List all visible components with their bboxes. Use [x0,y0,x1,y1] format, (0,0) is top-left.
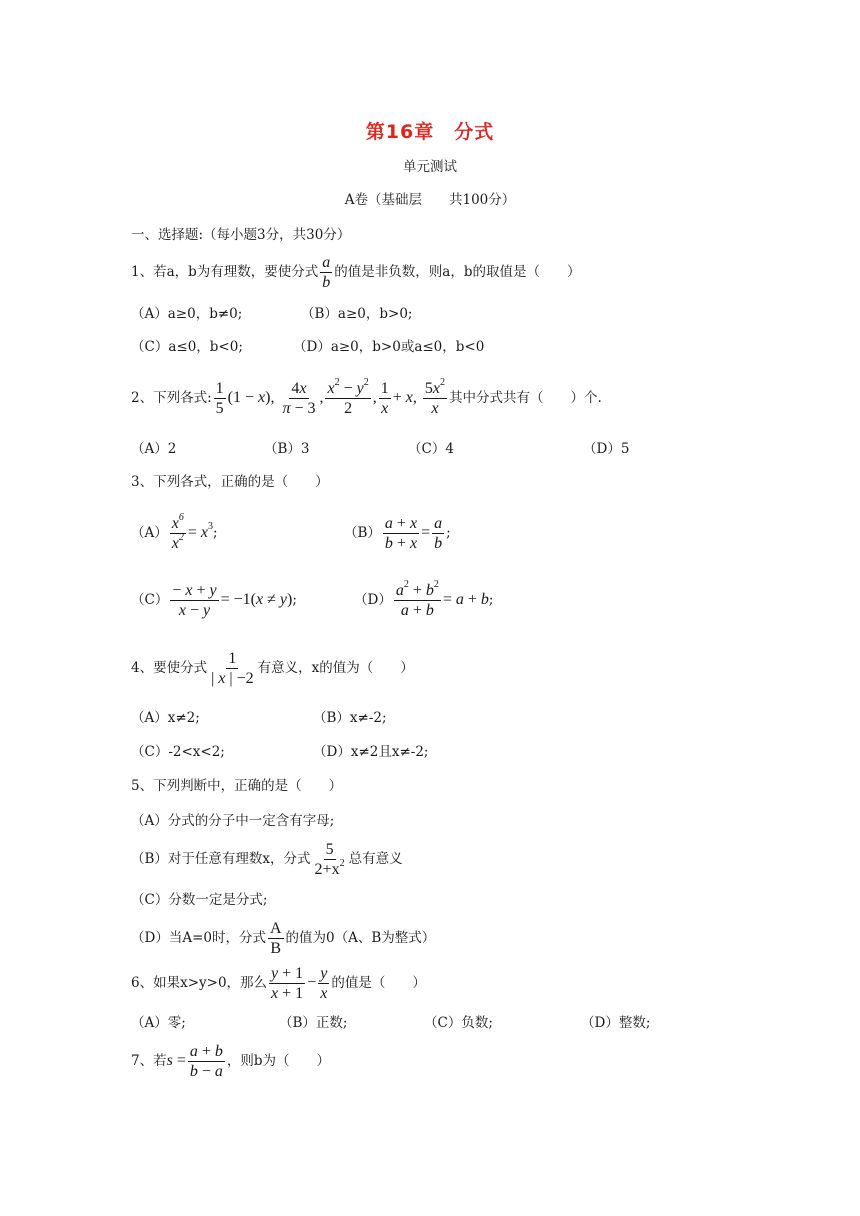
q6-stem-before: 6、如果x>y>0，那么 [131,975,268,991]
q4-option-d: （D）x≠2且x≠-2; [313,744,429,760]
q5-option-b: （B）对于任意有理数x，分式 $\frac{5}{2+x^2}$ 总有意义 [131,840,403,878]
q2-option-a: （A）2 [131,441,177,457]
q5-option-a: （A）分式的分子中一定含有字母; [131,813,335,829]
question-2 [131,375,602,421]
q6-fraction-2: $\frac{y}{x}$ [320,964,328,1002]
q1-stem-after: 的值是非负数，则a，b的取值是（ ） [334,264,581,280]
q1-option-d: （D）a≥0，b>0或a≤0，b<0 [293,339,485,355]
question-4 [131,645,414,691]
question-7: 7、若 s = $\frac{a + b}{b - a}$ ，则b为（ ） [131,1042,331,1080]
question-1 [131,252,580,292]
q7-stem-after: ，则b为（ ） [226,1053,331,1069]
q1-option-a: （A）a≥0，b≠0; [131,306,243,322]
q6-option-d: （D）整数; [581,1015,651,1031]
q6-stem-after: 的值是（ ） [331,975,426,991]
q1-option-c: （C）a≤0，b<0; [131,339,243,355]
q2-option-c: （C）4 [408,441,454,457]
q4-fraction: $\frac{1}{| x | -2}$ [211,649,254,687]
q5-option-d: （D）当A=0时，分式 $\frac{A}{B}$ 的值为0（A、B为整式） [131,919,436,957]
q3-option-c: （C） $\frac{- x + y}{x - y}$ = −1(x ≠ y) ; [131,581,297,619]
q2-option-d: （D）5 [583,441,630,457]
question-6: 6、如果x>y>0，那么 $\frac{y + 1}{x + 1}$ − $\frac{y}{x}$ 的值是（ ） [131,964,426,1002]
q2-stem-before: 2、下列各式: [131,390,212,406]
q4-option-a: （A）x≠2; [131,710,200,726]
q7-fraction: $\frac{a + b}{b - a}$ [189,1042,223,1080]
q2-expressions: $\frac{1}{5}$ (1 − x), $\frac{4x}{\pi - 3}$ , $\frac{x^2 - y^2}{2}$ , $\frac{1}{x}$ + x, $\frac{5x^2}{x}$ [215,376,445,417]
q4-option-c: （C）-2<x<2; [131,744,225,760]
subtitle: 单元测试 [403,159,457,175]
q2-stem-after: 其中分式共有（ ）个. [448,390,602,406]
question-3: 3、下列各式，正确的是（ ） [131,474,329,490]
q3-option-a: （A） $\frac{x^6}{x^2}$ = $x^3$ ; [131,511,218,552]
q4-option-b: （B）x≠-2; [313,710,387,726]
q6-option-a: （A）零; [131,1015,186,1031]
q6-fraction-1: $\frac{y + 1}{x + 1}$ [271,964,304,1002]
question-5: 5、下列判断中，正确的是（ ） [131,778,343,794]
q6-option-c: （C）负数; [424,1015,493,1031]
q1-fraction: $\frac{a}{b}$ [322,253,331,291]
q4-stem-after: 有意义，x的值为（ ） [257,660,414,676]
part-heading: 一、选择题:（每小题3分，共30分） [131,227,351,243]
q5-option-c: （C）分数一定是分式; [131,892,268,908]
q4-stem-before: 4、要使分式 [131,660,208,676]
q3-option-d: （D） $\frac{a^2 + b^2}{a + b}$ = a + b ; [354,578,494,619]
q1-option-b: （B）a≥0，b>0; [301,306,413,322]
q7-stem-before: 7、若 [131,1053,167,1069]
section-heading: A卷（基础层 共100分） [344,192,516,208]
q6-option-b: （B）正数; [279,1015,348,1031]
q2-option-b: （B）3 [264,441,310,457]
page-title: 第16章 分式 [365,121,495,143]
q3-option-b: （B） $\frac{a + x}{b + x}$ = $\frac{a}{b}$ ; [344,514,451,552]
q1-stem-before: 1、若a，b为有理数，要使分式 [131,264,319,280]
